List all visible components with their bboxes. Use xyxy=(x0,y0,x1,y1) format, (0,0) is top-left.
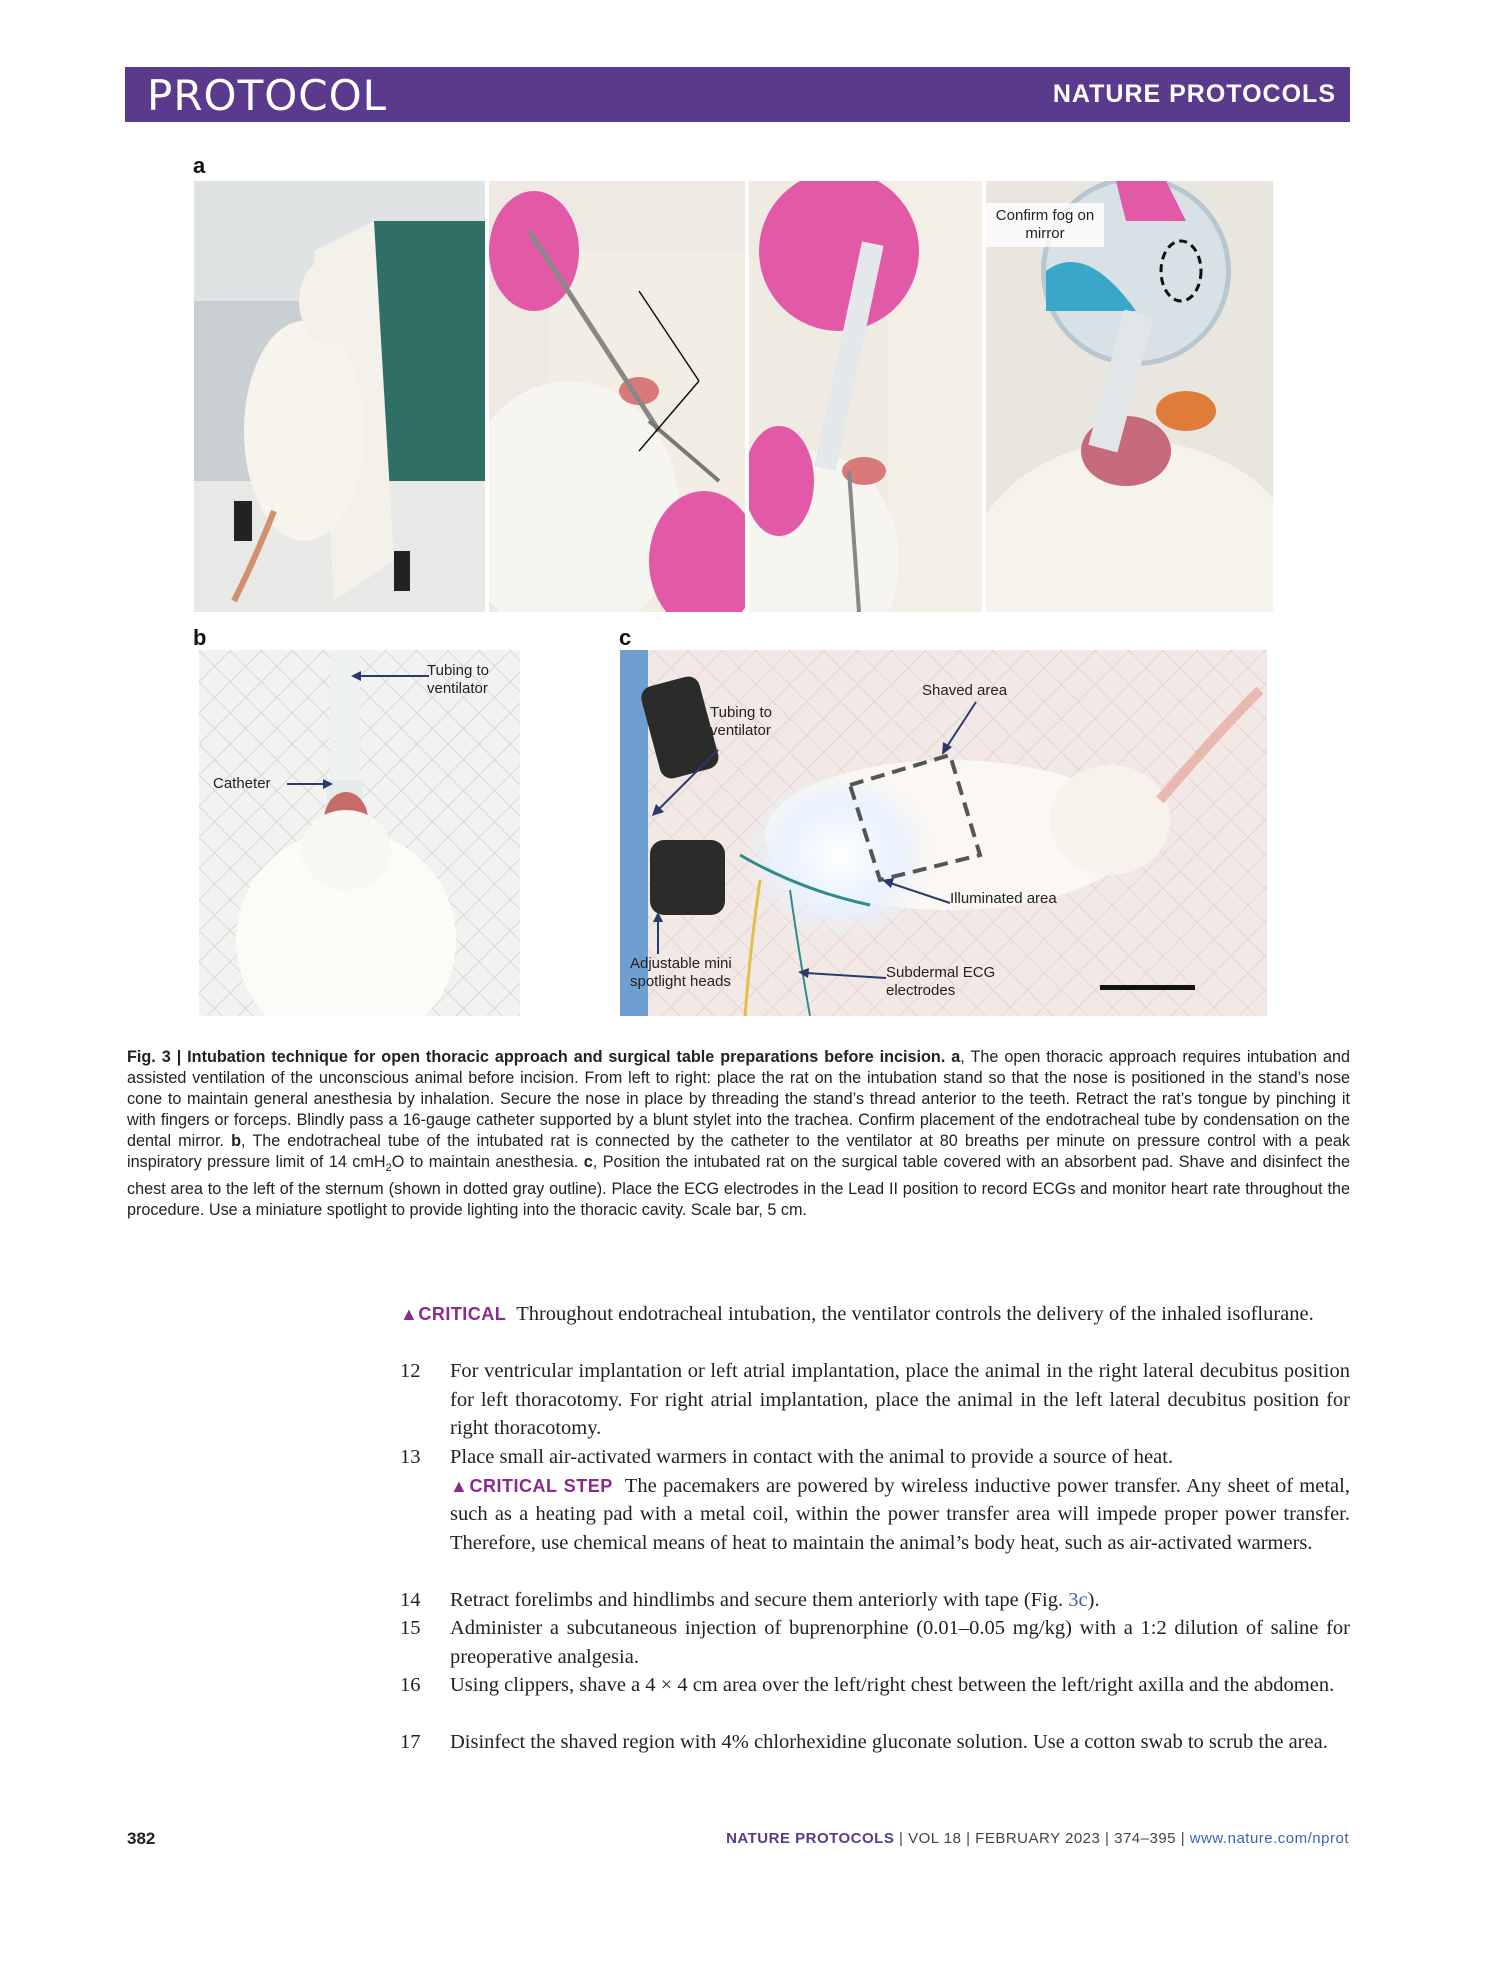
annotation-spotlight-heads: Adjustable mini spotlight heads xyxy=(630,955,732,990)
critical-text: Throughout endotracheal intubation, the ventilator controls the delivery of the inhaled isoflurane. xyxy=(516,1303,1314,1325)
arrow-shaved xyxy=(940,700,980,756)
photo-a3-catheter xyxy=(749,181,982,612)
step-13 xyxy=(400,1443,1350,1557)
photo-a4-mirror-fog xyxy=(986,181,1273,612)
step-text-main: Place small air-activated warmers in contact with the animal to provide a source of heat. xyxy=(450,1446,1174,1468)
annotation-tubing-to-ventilator-c: Tubing to ventilator xyxy=(710,704,772,739)
caption-text-b-2: O to maintain anesthesia. xyxy=(391,1153,579,1171)
caption-text-c: , Position the intubated rat on the surgical table covered with an absorbent pad. Shave and disinfect the chest area to the left of the sternum (shown in dotted gray outline). Place the ECG electrodes in the Lead II position to record ECGs and monitor heart rate throughout the procedure. Use a miniature spotlight to provide lighting into the thoracic cavity. Scale bar, 5 cm. xyxy=(127,1153,1350,1220)
photo-a1-intubation-stand xyxy=(194,181,485,612)
critical-step-label: ▲CRITICAL STEP xyxy=(450,1475,613,1496)
step-text xyxy=(450,1586,1350,1615)
step-number: 16 xyxy=(400,1674,421,1696)
step-text xyxy=(450,1443,1350,1557)
critical-step-text: The pacemakers are powered by wireless inductive power transfer. Any sheet of metal, such as a heating pad with a metal coil, within the power transfer area will impede proper power transfer. Therefore, use chemical means of heat to maintain the animal’s body heat, such as air-activated warmers. xyxy=(450,1474,1350,1554)
footer-url[interactable]: www.nature.com/nprot xyxy=(1189,1830,1349,1847)
footer-pages: 374–395 xyxy=(1114,1830,1177,1847)
footer-citation xyxy=(726,1830,1349,1847)
step-number: 13 xyxy=(400,1446,421,1468)
step-text: Using clippers, shave a 4 × 4 cm area over the left/right chest between the left/right axilla and the abdomen. xyxy=(450,1674,1335,1696)
footer-separator: | xyxy=(1105,1830,1110,1847)
panel-label-c: c xyxy=(619,625,632,650)
caption-text-b-1: , The endotracheal tube of the intubated rat is connected by the catheter to the ventilator at 80 breaths per minute on pressure control with a peak inspiratory pressure limit of 14 cmH xyxy=(127,1132,1350,1171)
step-17 xyxy=(400,1728,1350,1757)
step-text-part: ). xyxy=(1087,1589,1100,1611)
arrow-tubing-c xyxy=(650,748,720,818)
header-bar xyxy=(125,67,1350,122)
step-number: 15 xyxy=(400,1617,421,1639)
step-text-part: Retract forelimbs and hindlimbs and secure them anteriorly with tape (Fig. xyxy=(450,1589,1069,1611)
step-15 xyxy=(400,1614,1350,1671)
step-text: Disinfect the shaved region with 4% chlorhexidine gluconate solution. Use a cotton swab to scrub the area. xyxy=(450,1731,1328,1753)
arrow-ecg xyxy=(798,968,886,982)
footer-separator: | xyxy=(966,1830,971,1847)
footer-volume: VOL 18 xyxy=(908,1830,962,1847)
step-12 xyxy=(400,1357,1350,1443)
footer-separator: | xyxy=(1180,1830,1186,1847)
section-title: PROTOCOL xyxy=(147,71,388,120)
annotation-ecg-electrodes: Subdermal ECG electrodes xyxy=(886,964,996,999)
step-14 xyxy=(400,1586,1350,1615)
annotation-catheter: Catheter xyxy=(213,775,271,792)
caption-title: Fig. 3 | Intubation technique for open thoracic approach and surgical table preparations before incision. xyxy=(127,1048,946,1066)
step-16 xyxy=(400,1671,1350,1700)
footer-journal: NATURE PROTOCOLS xyxy=(726,1830,895,1847)
critical-note xyxy=(400,1300,1350,1329)
arrow-tubing-b xyxy=(351,670,429,682)
annotation-shaved-area: Shaved area xyxy=(922,682,1008,699)
figure-caption xyxy=(127,1047,1350,1221)
annotation-tubing-to-ventilator-b: Tubing to ventilator xyxy=(427,662,489,697)
annotation-confirm-fog: Confirm fog on mirror xyxy=(986,203,1104,247)
caption-text-a: , The open thoracic approach requires intubation and assisted ventilation of the unconscious animal before incision. From left to right: place the rat on the intubation stand so that the nose is positioned in the stand’s nose cone to maintain general anesthesia by inhalation. Secure the nose in place by threading the stand’s thread anterior to the teeth. Retract the rat’s tongue by pinching it with fingers or forceps. Blindly pass a 16-gauge catheter supported by a blunt stylet into the trachea. Confirm placement of the endotracheal tube by condensation on the dental mirror. xyxy=(127,1048,1351,1150)
step-text: For ventricular implantation or left atrial implantation, place the animal in the right lateral decubitus position for left thoracotomy. For right atrial implantation, place the animal in the left lateral decubitus position for right thoracotomy. xyxy=(450,1360,1350,1439)
panel-label-b: b xyxy=(193,625,207,650)
arrow-catheter xyxy=(287,778,333,790)
photo-b-intubated-rat xyxy=(199,650,520,1016)
footer-separator: | xyxy=(899,1830,904,1847)
photo-a2-thread-nose xyxy=(489,181,745,612)
figure-link[interactable]: 3c xyxy=(1068,1589,1088,1611)
annotation-illuminated-area: Illuminated area xyxy=(950,890,1057,907)
critical-label: ▲CRITICAL xyxy=(400,1304,507,1324)
step-text: Administer a subcutaneous injection of buprenorphine (0.01–0.05 mg/kg) with a 1:2 dilution of saline for preoperative analgesia. xyxy=(450,1617,1350,1668)
step-number: 14 xyxy=(400,1589,421,1611)
journal-title: NATURE PROTOCOLS xyxy=(1052,80,1336,108)
photo-c-surgical-table xyxy=(620,650,1267,1016)
caption-subscript: 2 xyxy=(385,1162,392,1175)
step-number: 17 xyxy=(400,1731,421,1753)
page-number: 382 xyxy=(127,1829,156,1848)
arrow-spotlight xyxy=(652,912,664,954)
caption-label-c: c xyxy=(583,1153,593,1171)
footer-date: FEBRUARY 2023 xyxy=(975,1830,1101,1847)
caption-label-b: b xyxy=(231,1132,242,1150)
arrow-illuminated xyxy=(882,877,952,907)
caption-label-a: a xyxy=(951,1048,961,1066)
step-number: 12 xyxy=(400,1360,421,1382)
panel-label-a: a xyxy=(193,153,206,178)
